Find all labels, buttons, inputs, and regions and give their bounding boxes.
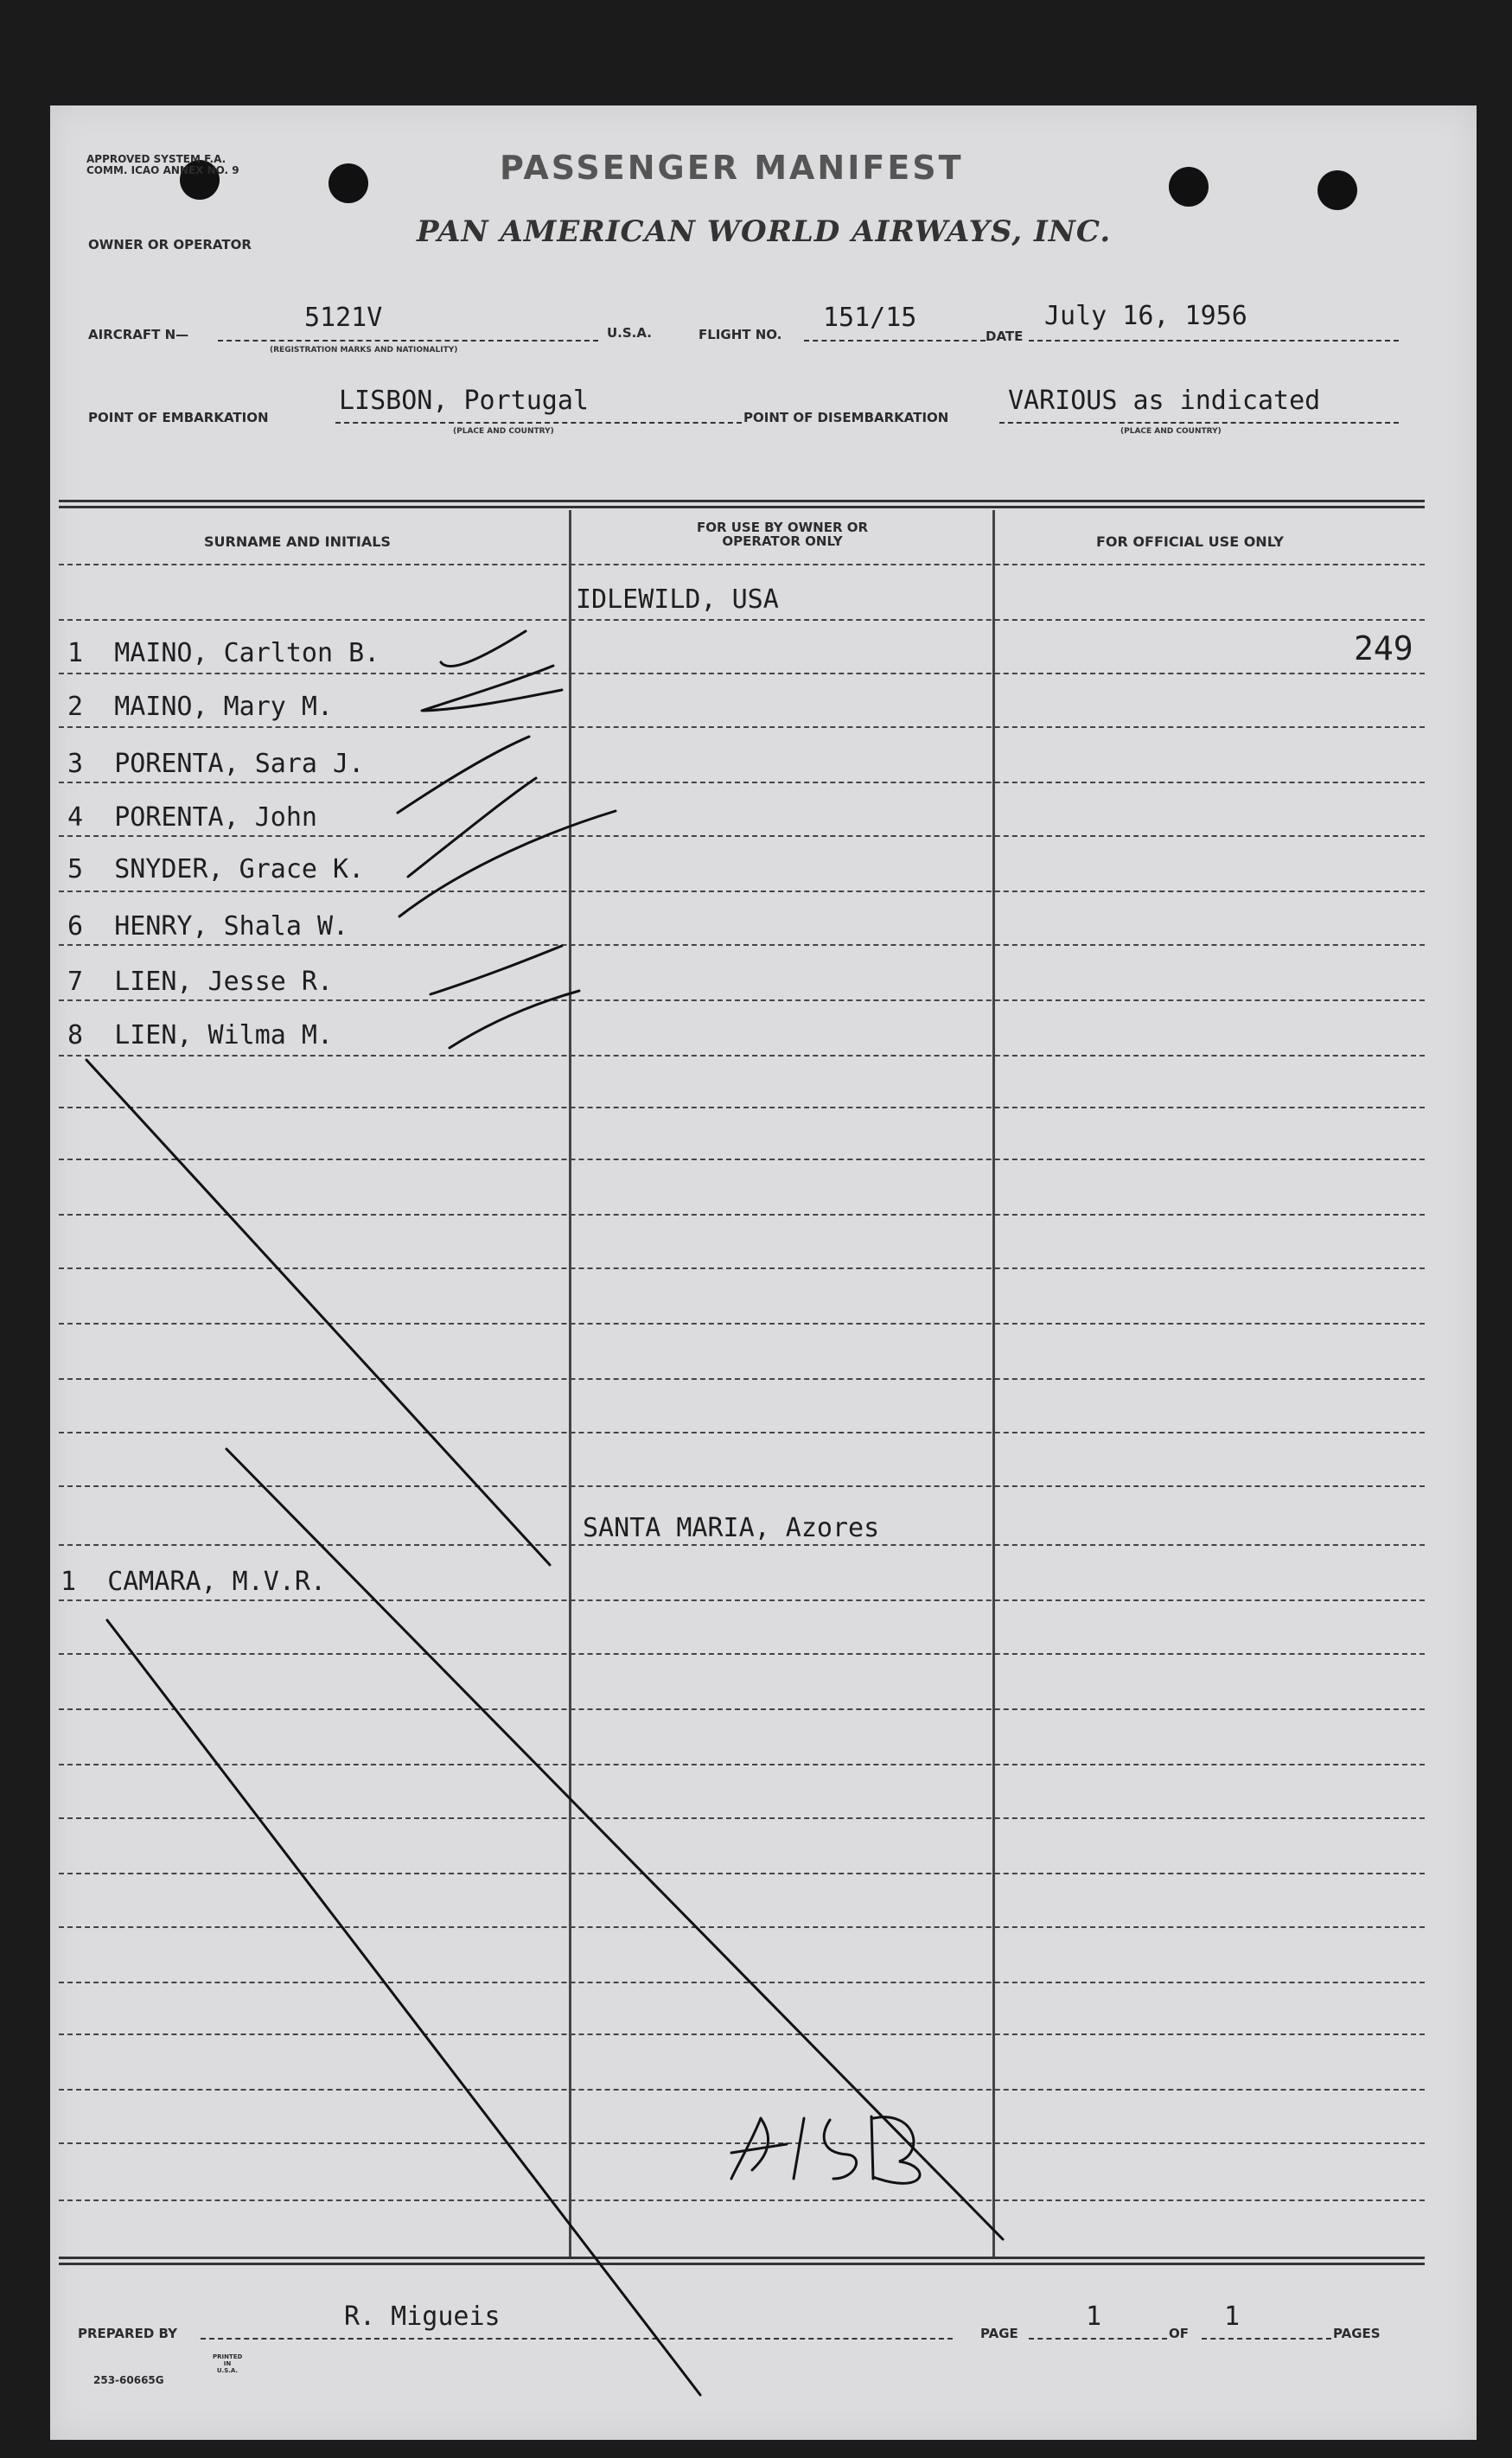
header-rule [59, 564, 1425, 565]
row-rule [59, 1764, 1425, 1765]
row-number: 4 [67, 802, 84, 833]
date-value: July 16, 1956 [1044, 301, 1247, 331]
row-rule [59, 619, 1425, 621]
row-rule [59, 1267, 1425, 1269]
disembark-caption: (PLACE AND COUNTRY) [1120, 427, 1222, 436]
owner-label: OWNER OR OPERATOR [88, 237, 252, 252]
row-rule [59, 1982, 1425, 1983]
row-rule [59, 2033, 1425, 2035]
punch-hole [1317, 170, 1357, 210]
list-item [67, 1020, 333, 1050]
list-item [67, 692, 333, 722]
passenger-name: MAINO, Mary M. [114, 692, 334, 722]
col-header-operator: FOR USE BY OWNER OR OPERATOR ONLY [696, 520, 869, 549]
of-label: OF [1169, 2326, 1189, 2341]
list-item [67, 911, 348, 942]
row-number: 1 [61, 1567, 77, 1597]
list-item [67, 854, 364, 884]
embark-caption: (PLACE AND COUNTRY) [453, 427, 554, 436]
row-rule [59, 835, 1425, 837]
printed-note: PRINTED IN U.S.A. [213, 2353, 243, 2374]
row-rule [59, 1432, 1425, 1433]
row-number: 7 [67, 967, 84, 997]
page-total: 1 [1224, 2302, 1241, 2332]
section-destination: IDLEWILD, USA [576, 584, 779, 615]
row-number: 3 [67, 749, 84, 779]
row-number: 8 [67, 1020, 84, 1050]
row-rule [59, 944, 1425, 946]
column-divider [992, 510, 995, 2257]
aircraft-caption: (REGISTRATION MARKS AND NATIONALITY) [270, 346, 458, 354]
row-rule [59, 1926, 1425, 1928]
col-header-official: FOR OFFICIAL USE ONLY [1096, 533, 1284, 550]
passenger-name: SNYDER, Grace K. [114, 854, 365, 884]
row-rule [59, 1055, 1425, 1057]
section-destination: SANTA MARIA, Azores [583, 1513, 880, 1543]
table-top-rule [59, 500, 1425, 508]
row-rule [59, 2142, 1425, 2144]
row-rule [59, 1485, 1425, 1487]
passenger-name: LIEN, Jesse R. [114, 967, 334, 997]
approval-note: APPROVED SYSTEM F.A. COMM. ICAO ANNEX NO. 9 [86, 153, 239, 176]
form-number: 253-60665G [93, 2374, 164, 2386]
embark-label: POINT OF EMBARKATION [88, 410, 269, 425]
list-item [67, 749, 364, 779]
row-rule [59, 999, 1425, 1001]
prepared-label: PREPARED BY [78, 2326, 177, 2341]
row-rule [59, 1544, 1425, 1546]
row-rule [59, 1873, 1425, 1874]
date-label: DATE [986, 329, 1024, 344]
row-rule [59, 1214, 1425, 1216]
aircraft-value: 5121V [304, 303, 383, 333]
list-item [67, 967, 333, 997]
pages-label: PAGES [1333, 2326, 1381, 2341]
punch-hole [329, 163, 368, 203]
row-rule [59, 1599, 1425, 1601]
row-number: 2 [67, 692, 84, 722]
list-item [67, 802, 317, 833]
flight-value: 151/15 [823, 303, 917, 333]
row-rule [59, 2199, 1425, 2201]
row-rule [59, 673, 1425, 674]
aircraft-label: AIRCRAFT N— [88, 327, 189, 342]
punch-hole [1169, 167, 1209, 207]
row-rule [59, 1378, 1425, 1380]
row-rule [59, 1708, 1425, 1710]
owner-name: PAN AMERICAN WORLD AIRWAYS, INC. [417, 214, 1112, 249]
embark-value: LISBON, Portugal [339, 386, 589, 416]
column-divider [569, 510, 571, 2257]
passenger-name: PORENTA, Sara J. [114, 749, 365, 779]
row-rule [59, 726, 1425, 728]
row-rule [59, 2089, 1425, 2091]
prepared-by: R. Migueis [344, 2302, 501, 2332]
table-bottom-rule [59, 2257, 1425, 2265]
col-header-surname: SURNAME AND INITIALS [204, 533, 391, 550]
official-number: 249 [1354, 629, 1413, 667]
passenger-name: MAINO, Carlton B. [114, 638, 380, 668]
row-rule [59, 1323, 1425, 1325]
list-item [61, 1567, 326, 1597]
row-rule [59, 1817, 1425, 1819]
row-rule [59, 1653, 1425, 1655]
passenger-name: CAMARA, M.V.R. [107, 1567, 327, 1597]
row-rule [59, 1107, 1425, 1108]
passenger-name: LIEN, Wilma M. [114, 1020, 334, 1050]
form-title: PASSENGER MANIFEST [500, 149, 964, 187]
flight-label: FLIGHT NO. [699, 327, 782, 342]
row-number: 6 [67, 911, 84, 942]
row-number: 1 [67, 638, 84, 668]
page-number: 1 [1086, 2302, 1102, 2332]
disembark-value: VARIOUS as indicated [1008, 386, 1321, 416]
disembark-label: POINT OF DISEMBARKATION [743, 410, 949, 425]
passenger-name: PORENTA, John [114, 802, 317, 833]
usa-label: U.S.A. [607, 325, 652, 341]
page-label: PAGE [980, 2326, 1018, 2341]
row-number: 5 [67, 854, 84, 884]
passenger-name: HENRY, Shala W. [114, 911, 349, 942]
row-rule [59, 782, 1425, 783]
list-item [67, 638, 380, 668]
row-rule [59, 1159, 1425, 1160]
row-rule [59, 891, 1425, 892]
